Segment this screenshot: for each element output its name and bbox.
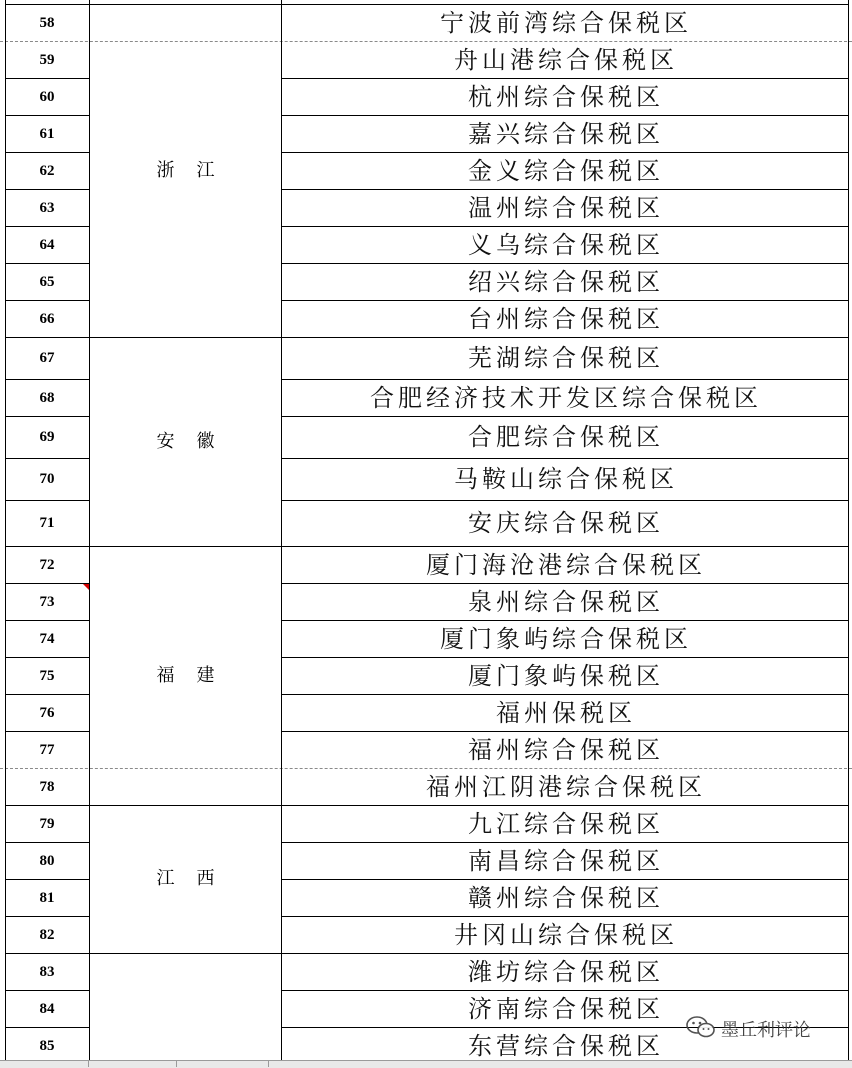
watermark-text: 墨丘利评论 [721,1020,811,1041]
row-border [5,842,89,843]
row-number: 82 [39,926,55,943]
row-number: 72 [39,556,55,573]
row-border [281,731,848,732]
row-border [5,805,848,806]
province-cell: 江西 [156,868,237,889]
row-number: 73 [39,593,55,610]
page-break-line [0,768,852,769]
row-border [5,694,89,695]
zone-name-cell: 潍坊综合保税区 [468,957,664,986]
row-number: 68 [39,389,55,406]
row-border [281,879,848,880]
row-border [5,583,89,584]
row-number: 77 [39,741,55,758]
zone-name-cell: 义乌综合保税区 [468,230,664,259]
row-number: 80 [39,852,55,869]
row-number: 79 [39,815,55,832]
sheet-tab-divider [176,1060,177,1067]
column-border [281,0,282,1064]
row-border [281,694,848,695]
row-border [5,4,848,5]
zone-name-cell: 福州综合保税区 [468,735,664,764]
row-border [5,152,89,153]
zone-name-cell: 福州保税区 [496,698,636,727]
row-number: 83 [39,963,55,980]
row-number: 63 [39,199,55,216]
row-border [5,226,89,227]
row-number: 78 [39,778,55,795]
row-border [5,990,89,991]
row-border [5,879,89,880]
sheet-tab-divider [268,1060,269,1067]
zone-name-cell: 井冈山综合保税区 [454,920,678,949]
watermark [685,1016,811,1042]
row-border [281,78,848,79]
row-border [5,731,89,732]
zone-name-cell: 合肥经济技术开发区综合保税区 [370,383,762,412]
zone-name-cell: 厦门海沧港综合保税区 [426,550,706,579]
row-border [5,620,89,621]
row-border [281,500,848,501]
row-border [281,458,848,459]
zone-name-cell: 安庆综合保税区 [468,509,664,537]
row-number: 71 [39,515,55,531]
zone-name-cell: 济南综合保税区 [468,994,664,1023]
province-cell: 福建 [156,664,237,686]
row-border [281,226,848,227]
row-number: 84 [39,1000,55,1017]
row-number: 70 [39,471,55,487]
zone-name-cell: 南昌综合保税区 [468,846,664,875]
row-border [5,263,89,264]
zone-name-cell: 金义综合保税区 [468,156,664,185]
row-number: 85 [39,1037,55,1054]
row-number: 58 [39,14,55,31]
row-number: 64 [39,236,55,253]
row-border [281,916,848,917]
province-cell: 浙江 [156,159,237,181]
zone-name-cell: 东营综合保税区 [468,1031,664,1060]
row-border [5,500,89,501]
zone-name-cell: 舟山港综合保税区 [454,45,678,74]
comment-marker-icon[interactable] [83,584,89,590]
zone-name-cell: 温州综合保税区 [468,193,664,222]
row-border [5,337,848,338]
row-border [5,78,89,79]
row-number: 74 [39,630,55,647]
row-number: 65 [39,273,55,290]
zone-name-cell: 宁波前湾综合保税区 [440,8,692,37]
zone-name-cell: 杭州综合保税区 [468,82,664,111]
row-number: 81 [39,889,55,906]
row-border [281,115,848,116]
zone-name-cell: 芜湖综合保税区 [468,344,664,372]
row-border [281,842,848,843]
row-number: 67 [39,350,55,366]
row-number: 62 [39,162,55,179]
row-number: 61 [39,125,55,142]
row-number: 69 [39,429,55,445]
row-border [5,458,89,459]
zone-name-cell: 绍兴综合保税区 [468,267,664,296]
province-cell: 安徽 [156,430,237,452]
row-number: 76 [39,704,55,721]
row-number: 59 [39,51,55,68]
zone-name-cell: 九江综合保税区 [468,809,664,838]
row-border [5,546,848,547]
row-border [281,152,848,153]
row-number: 75 [39,667,55,684]
row-border [5,300,89,301]
row-border [5,657,89,658]
row-border [281,990,848,991]
row-border [5,189,89,190]
zone-name-cell: 赣州综合保税区 [468,883,664,912]
zone-name-cell: 厦门象屿保税区 [468,661,664,690]
zone-name-cell: 厦门象屿综合保税区 [440,624,692,653]
wechat-icon [685,1015,717,1044]
row-border [281,300,848,301]
row-number: 66 [39,310,55,327]
row-border [281,657,848,658]
row-border [281,416,848,417]
row-border [281,189,848,190]
row-border [281,620,848,621]
row-border [5,1027,89,1028]
zone-name-cell: 福州江阴港综合保税区 [426,772,706,801]
row-border [281,263,848,264]
zone-name-cell: 马鞍山综合保税区 [454,465,678,493]
row-border [5,916,89,917]
page-break-line [0,41,852,42]
row-number: 60 [39,88,55,105]
sheet-tab-divider [88,1060,89,1067]
row-border [5,953,848,954]
row-border [5,379,89,380]
zone-name-cell: 嘉兴综合保税区 [468,119,664,148]
zone-name-cell: 泉州综合保税区 [468,587,664,616]
row-border [281,379,848,380]
zone-name-cell: 台州综合保税区 [468,304,664,333]
row-border [281,583,848,584]
zone-name-cell: 合肥综合保税区 [468,423,664,451]
row-border [5,416,89,417]
row-border [5,115,89,116]
